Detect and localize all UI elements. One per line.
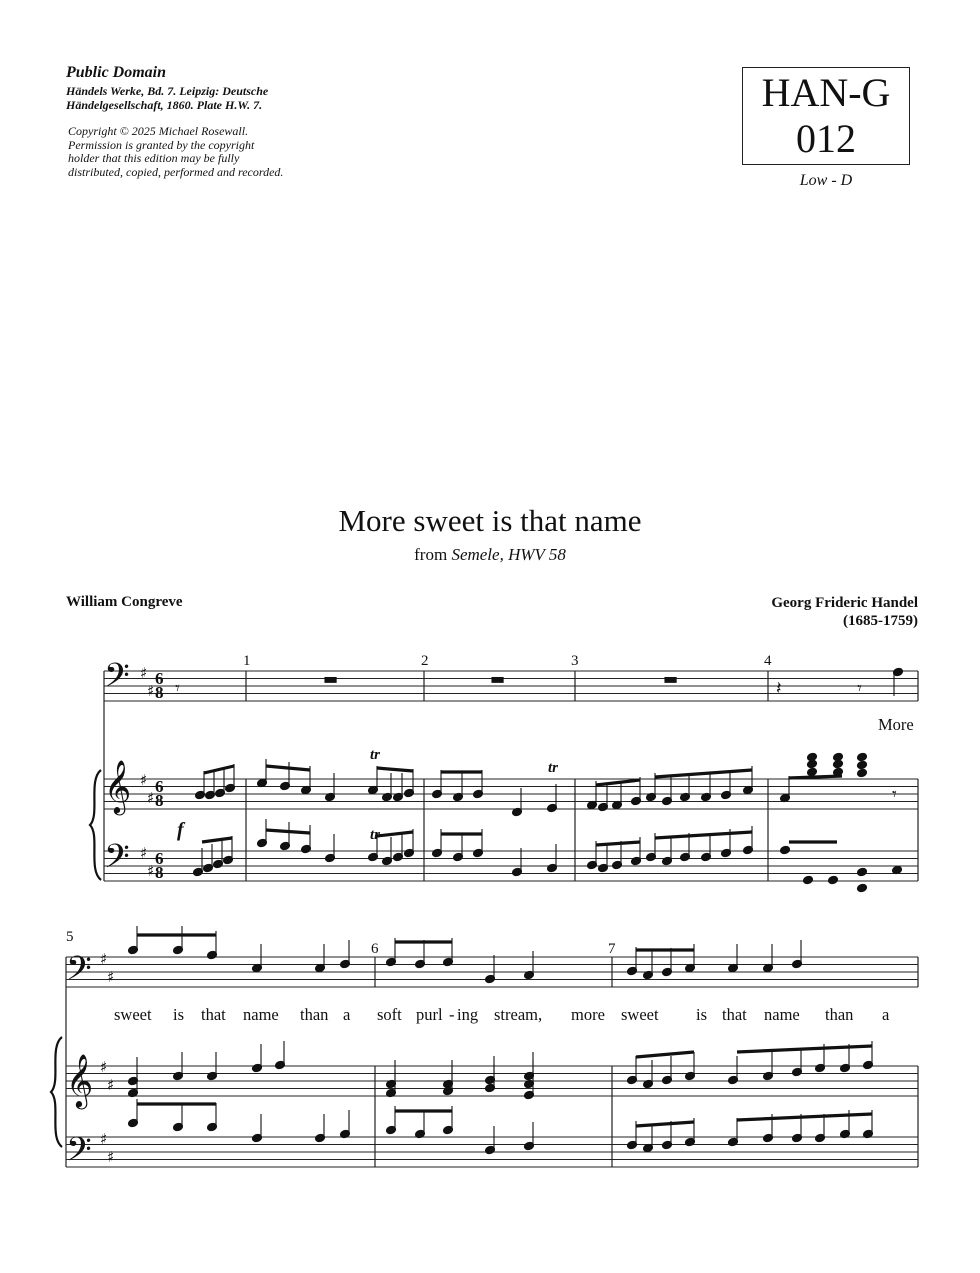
copyright-line: holder that this edition may be fully bbox=[68, 151, 240, 165]
eighth-rest: 𝄾 bbox=[892, 784, 897, 805]
note-beam bbox=[377, 832, 413, 836]
source-line: Händelgesellschaft, 1860. Plate H.W. 7. bbox=[66, 98, 263, 112]
copyright-line: Permission is granted by the copyright bbox=[68, 137, 255, 152]
sharp-icon: ♯ bbox=[140, 844, 148, 862]
dynamics bbox=[177, 819, 186, 841]
treble-clef-icon: 𝄞 bbox=[104, 759, 132, 813]
sharp-icon: ♯ bbox=[140, 771, 148, 789]
note-beam bbox=[204, 766, 234, 773]
time-sig-top: 6 bbox=[155, 777, 164, 796]
lyric-syllable: - bbox=[449, 1005, 455, 1024]
note-beam bbox=[789, 776, 842, 778]
lyric-syllable: that bbox=[201, 1005, 226, 1024]
measure-number: 6 bbox=[371, 941, 379, 957]
trill-ornament: tr bbox=[370, 827, 381, 843]
note-head bbox=[857, 867, 868, 877]
trill-ornament: tr bbox=[548, 760, 559, 776]
time-sig-top: 6 bbox=[155, 669, 164, 688]
eighth-rest: 𝄾 bbox=[857, 678, 862, 699]
note-beam bbox=[377, 768, 413, 771]
source-line: Händels Werke, Bd. 7. Leipzig: Deutsche bbox=[66, 84, 269, 98]
sharp-icon: ♯ bbox=[100, 1058, 108, 1076]
lyric-syllable: purl bbox=[416, 1005, 443, 1024]
from-label: from bbox=[414, 545, 452, 564]
key-signatures bbox=[100, 664, 154, 1166]
note-beam bbox=[636, 1122, 694, 1126]
lyric-syllable: is bbox=[696, 1005, 708, 1024]
note-beam bbox=[737, 1114, 872, 1120]
sharp-icon: ♯ bbox=[100, 950, 108, 968]
note-head bbox=[857, 768, 868, 778]
trill-ornament: tr bbox=[370, 747, 381, 763]
lyric-syllable: that bbox=[722, 1005, 747, 1024]
measure-number: 3 bbox=[571, 653, 579, 669]
sharp-icon: ♯ bbox=[140, 664, 148, 682]
lyric-syllable: sweet bbox=[114, 1005, 152, 1024]
quarter-rest: 𝄽 bbox=[776, 678, 782, 699]
time-sig-bottom: 8 bbox=[155, 683, 164, 702]
treble-clef-icon: 𝄞 bbox=[66, 1053, 94, 1107]
note-beam bbox=[596, 780, 640, 785]
measure-number: 7 bbox=[608, 941, 616, 957]
work-title: Semele, HWV 58 bbox=[451, 545, 566, 564]
copyright-line: Copyright © 2025 Michael Rosewall. bbox=[68, 124, 249, 138]
time-sig-bottom: 8 bbox=[155, 791, 164, 810]
lyric-syllable: sweet bbox=[621, 1005, 659, 1024]
note-beam bbox=[737, 1046, 872, 1052]
note-beam bbox=[202, 838, 232, 842]
sharp-icon: ♯ bbox=[147, 682, 155, 700]
sharp-icon: ♯ bbox=[107, 968, 115, 986]
lyrics-system-1 bbox=[878, 715, 914, 734]
catalog-number: 012 bbox=[796, 116, 856, 161]
lyric-syllable: name bbox=[243, 1005, 279, 1024]
note-head bbox=[857, 760, 868, 770]
copyright-line: distributed, copied, performed and recorded. bbox=[68, 164, 284, 179]
staff-lines bbox=[66, 671, 918, 1167]
note-head bbox=[807, 752, 818, 762]
whole-rest: ▬ bbox=[490, 669, 506, 688]
bass-clef-icon: 𝄢 bbox=[104, 657, 130, 703]
lyric-syllable: More bbox=[878, 715, 914, 734]
time-signatures bbox=[155, 669, 164, 882]
lyric-syllable: a bbox=[343, 1005, 351, 1024]
note-beam bbox=[596, 842, 640, 845]
lyric-syllable: more bbox=[571, 1005, 605, 1024]
measure-number: 1 bbox=[243, 653, 251, 669]
note-head bbox=[828, 875, 839, 885]
note-beam bbox=[266, 766, 310, 770]
piano-brace bbox=[90, 770, 101, 880]
bass-clef-icon: 𝄢 bbox=[104, 838, 130, 884]
voicing-label: Low - D bbox=[799, 172, 853, 189]
lyric-syllable: soft bbox=[377, 1005, 402, 1024]
measure-number: 5 bbox=[66, 929, 74, 945]
eighth-rest: 𝄾 bbox=[175, 678, 180, 699]
note-head bbox=[857, 883, 868, 893]
whole-rest: ▬ bbox=[323, 669, 339, 688]
barlines bbox=[66, 671, 918, 1167]
note-beam bbox=[655, 832, 752, 838]
measure-number: 4 bbox=[764, 653, 772, 669]
lyric-syllable: name bbox=[764, 1005, 800, 1024]
time-sig-top: 6 bbox=[155, 849, 164, 868]
sharp-icon: ♯ bbox=[107, 1148, 115, 1166]
clefs bbox=[66, 657, 131, 1177]
time-sig-bottom: 8 bbox=[155, 863, 164, 882]
lyric-syllable: than bbox=[300, 1005, 329, 1024]
note-head bbox=[780, 845, 791, 855]
lyric-syllable: stream, bbox=[494, 1005, 543, 1024]
sharp-icon: ♯ bbox=[107, 1076, 115, 1094]
note-beam bbox=[266, 830, 310, 833]
lyric-syllable: a bbox=[882, 1005, 890, 1024]
notes bbox=[128, 667, 904, 1155]
measure-number: 2 bbox=[421, 653, 429, 669]
note-head bbox=[803, 875, 814, 885]
composer-name: Georg Frideric Handel bbox=[771, 595, 918, 611]
sharp-icon: ♯ bbox=[100, 1130, 108, 1148]
bass-clef-icon: 𝄢 bbox=[66, 950, 92, 996]
piece-title: More sweet is that name bbox=[338, 503, 642, 538]
license-label: Public Domain bbox=[66, 64, 167, 81]
composer-dates: (1685-1759) bbox=[843, 613, 918, 629]
note-head bbox=[807, 767, 818, 777]
note-head bbox=[857, 752, 868, 762]
forte-dynamic: f bbox=[177, 819, 184, 841]
piano-brace bbox=[51, 1037, 62, 1147]
whole-rest: ▬ bbox=[663, 669, 679, 688]
lyrics-system-2 bbox=[114, 1005, 890, 1024]
catalog-series: HAN-G bbox=[761, 70, 891, 115]
bass-clef-icon: 𝄢 bbox=[66, 1131, 92, 1177]
note-beam bbox=[636, 1052, 694, 1057]
lyricist-name: William Congreve bbox=[66, 594, 183, 610]
note-head bbox=[833, 752, 844, 762]
lyric-syllable: is bbox=[173, 1005, 185, 1024]
lyric-syllable: than bbox=[825, 1005, 854, 1024]
lyric-syllable: ing bbox=[457, 1005, 479, 1024]
note-beam bbox=[655, 770, 752, 777]
sharp-icon: ♯ bbox=[147, 789, 155, 807]
sharp-icon: ♯ bbox=[147, 862, 155, 880]
